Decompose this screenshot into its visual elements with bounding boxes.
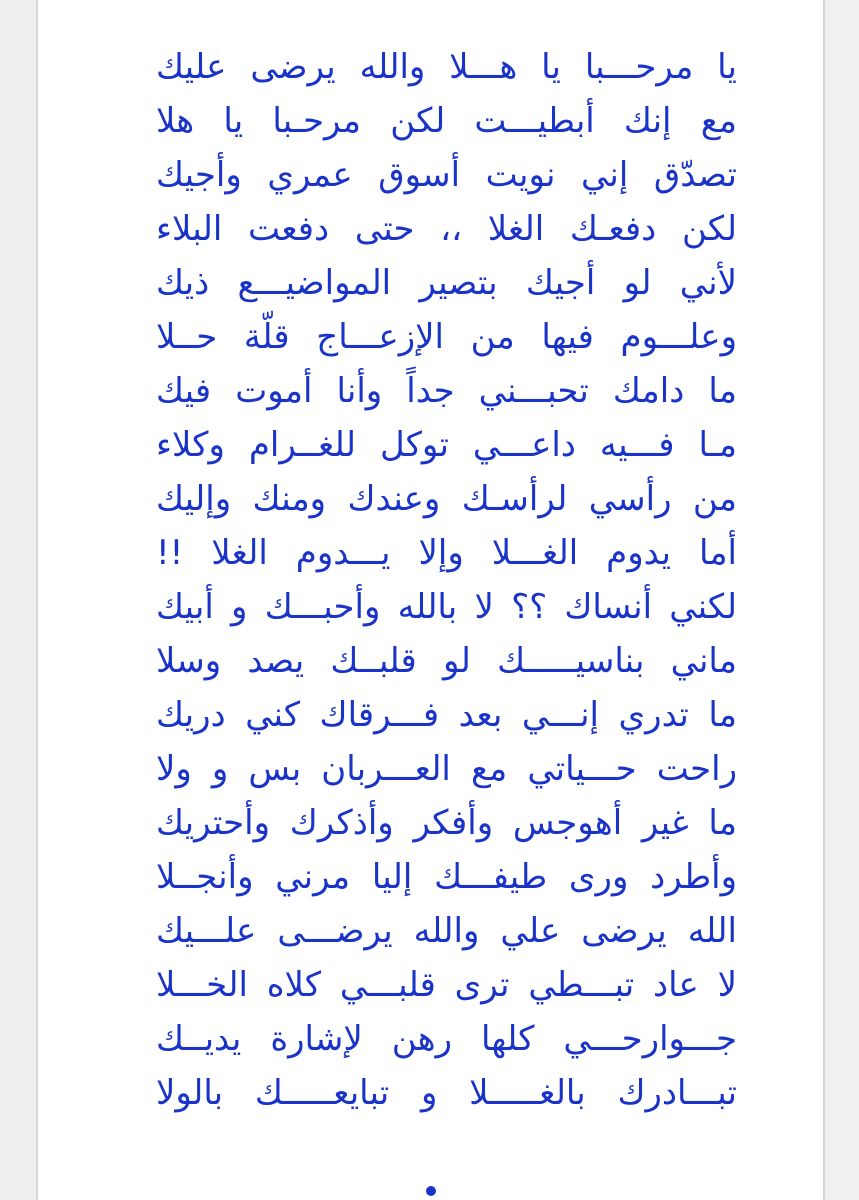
poem-verse-15: ما غير أهوجس وأفكر وأذكرك وأحتريك — [156, 803, 737, 843]
poem-verse-10: أما يدوم الغـــلا وإلا يـــدوم الغلا !! — [156, 533, 737, 573]
cutoff-text-mark — [426, 1186, 436, 1196]
poem-verse-14: راحت حـــياتي مع العـــربان بس و ولا — [156, 749, 737, 789]
left-margin-strip — [0, 0, 38, 1200]
poem-verse-9: من رأسي لرأسـك وعندك ومنك وإليك — [156, 479, 737, 519]
poem-verse-4: لكن دفعـك الغلا ،، حتى دفعت البلاء — [156, 209, 737, 249]
poem-verse-12: ماني بناسيـــــك لو قلبــك يصد وسلا — [156, 641, 737, 681]
poem-page — [38, 0, 823, 1200]
poem-verse-17: الله يرضى علي والله يرضـــى علـــيك — [156, 911, 737, 951]
poem-verse-19: جـــوارحـــي كلها رهن لإشارة يديــك — [156, 1019, 737, 1059]
poem-verses — [38, 40, 823, 1120]
poem-verse-20: تبـــادرك بالغـــــلا و تبايعـــــك بالولا — [156, 1073, 737, 1113]
right-margin-strip — [823, 0, 859, 1200]
poem-verse-8: مـا فـــيه داعـــي توكل للغــرام وكلاء — [156, 425, 737, 465]
poem-verse-3: تصدّق إني نويت أسوق عمري وأجيك — [156, 155, 737, 195]
poem-verse-11: لكني أنساك ؟؟ لا بالله وأحبـــك و أبيك — [156, 587, 737, 627]
poem-verse-1: يا مرحـــبا يا هـــلا والله يرضى عليك — [156, 47, 737, 87]
poem-verse-7: ما دامك تحبـــني جداً وأنا أموت فيك — [156, 371, 737, 411]
poem-verse-18: لا عاد تبـــطي ترى قلبـــي كلاه الخـــلا — [156, 965, 737, 1005]
poem-verse-6: وعلـــوم فيها من الإزعـــاج قلّة حــلا — [156, 317, 737, 357]
poem-verse-5: لأني لو أجيك بتصير المواضيـــع ذيك — [156, 263, 737, 303]
poem-verse-2: مع إنك أبطيـــت لكن مرحـبا يا هلا — [156, 101, 737, 141]
poem-verse-13: ما تدري إنـــي بعد فـــرقاك كني دريك — [156, 695, 737, 735]
poem-verse-16: وأطرد ورى طيفـــك إليا مرني وأنجــلا — [156, 857, 737, 897]
